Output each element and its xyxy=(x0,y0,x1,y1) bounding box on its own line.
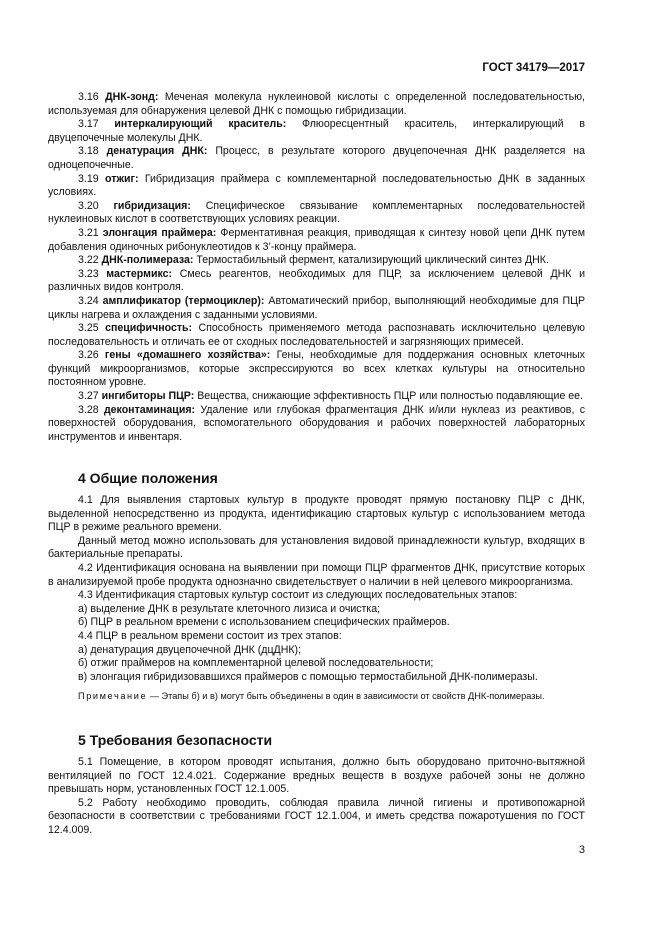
paragraph-4-1-cont: Данный метод можно использовать для установления видовой принадлежности культур, входящих в бактериальные препараты. xyxy=(48,534,585,561)
term-text: Смесь реагентов, необходимых для ПЦР, за исключением целевой ДНК и различных видов контроля. xyxy=(48,267,585,294)
terms-list xyxy=(48,91,585,444)
term-name: гены «домашнего хозяйства»: xyxy=(104,349,271,362)
term-definition xyxy=(48,295,585,322)
term-name: элонгация праймера: xyxy=(102,226,217,239)
term-name: ДНК-зонд: xyxy=(105,91,159,103)
term-number: 3.26 xyxy=(78,349,99,362)
term-number: 3.28 xyxy=(78,403,99,416)
list-item: б) ПЦР в реальном времени с использованием специфических праймеров. xyxy=(78,616,450,629)
term-definition xyxy=(48,173,585,200)
term-definition xyxy=(48,254,585,268)
term-text: Способность применяемого метода распознавать исключительно целевую последовательность и отличать ее от сходных последовательностей и загрязняющих примесей. xyxy=(48,322,585,348)
term-text: Процесс, в результате которого двуцепочечная ДНК разделяется на одноцепочечные. xyxy=(48,145,585,171)
term-text: Меченая молекула нуклеиновой кислоты с определенной последовательностью, используемая для обнаружения целевой ДНК с помощью гибридизации. xyxy=(48,91,585,117)
paragraph-5-1: 5.1 Помещение, в котором проводят испытания, должно быть оборудовано приточно-вытяжной вентиляцией по ГОСТ 12.4.021. Содержание вредных веществ в воздухе рабочей зоны не должно превышать норм, установленных ГОСТ 12.1.005. xyxy=(48,756,585,796)
term-name: ДНК-полимераза: xyxy=(101,254,194,267)
document-page xyxy=(48,0,585,936)
term-number: 3.21 xyxy=(78,226,99,239)
term-text: Специфическое связывание комплементарных последовательностей нуклеиновых кислот в соответствующих условиях реакции. xyxy=(48,199,585,226)
section-5-body xyxy=(48,756,585,838)
term-text: Флюоресцентный краситель, интеркалирующий в двуцепочечные молекулы ДНК. xyxy=(48,118,585,144)
term-definition xyxy=(48,118,585,145)
term-name: деконтаминация: xyxy=(103,403,196,416)
term-name: амплификатор (термоциклер): xyxy=(102,294,265,307)
term-number: 3.16 xyxy=(78,91,99,103)
term-name: денатурация ДНК: xyxy=(106,145,208,158)
term-number: 3.17 xyxy=(78,118,99,131)
page-number: 3 xyxy=(578,844,585,856)
paragraph-4-1: 4.1 Для выявления стартовых культур в продукте проводят прямую постановку ПЦР с ДНК, выделенной непосредственно из продукта, идентификацию стартовых культур с использованием метода ПЦР в режиме реального времени. xyxy=(48,494,585,534)
paragraph-4-3: 4.3 Идентификация стартовых культур состоит из следующих последовательных этапов: xyxy=(78,589,518,602)
term-number: 3.22 xyxy=(78,254,99,267)
term-definition xyxy=(48,268,585,295)
term-definition xyxy=(48,322,585,349)
term-name: ингибиторы ПЦР: xyxy=(101,390,195,403)
term-definition xyxy=(48,349,585,390)
list-item: а) денатурация двуцепочечной ДНК (дцДНК); xyxy=(78,643,302,656)
term-text: Термостабильный фермент, катализирующий циклический синтез ДНК. xyxy=(196,254,549,267)
term-name: гибридизация: xyxy=(113,199,191,212)
term-definition xyxy=(48,390,585,404)
term-number: 3.24 xyxy=(78,294,99,307)
term-number: 3.23 xyxy=(78,267,99,280)
paragraph-4-4: 4.4 ПЦР в реальном времени состоит из трех этапов: xyxy=(78,629,342,642)
term-number: 3.18 xyxy=(78,145,99,158)
paragraph-5-2: 5.2 Работу необходимо проводить, соблюдая правила личной гигиены и противопожарной безопасности в соответствии с требованиями ГОСТ 12.1.004, и иметь средства пожаротушения по ГОСТ 12.4.009. xyxy=(48,796,585,836)
term-name: отжиг: xyxy=(105,172,139,185)
term-text: Ферментативная реакция, приводящая к синтезу новой цепи ДНК путем добавления одиночных рибонуклеотидов к 3’-концу праймера. xyxy=(48,226,585,253)
section-4-title: 4 Общие положения xyxy=(78,470,218,486)
note-label: Примечание xyxy=(78,691,148,702)
term-text: Вещества, снижающие эффективность ПЦР или полностью подавляющие ее. xyxy=(197,390,584,403)
term-number: 3.19 xyxy=(78,172,99,185)
term-text: Гибридизация праймера с комплементарной последовательностью ДНК в заданных условиях. xyxy=(48,172,585,199)
list-item: а) выделение ДНК в результате клеточного лизиса и очистка; xyxy=(78,602,381,615)
term-name: специфичность: xyxy=(105,322,193,335)
term-number: 3.25 xyxy=(78,322,99,335)
term-text: Гены, необходимые для поддержания основных клеточных функций микроорганизмов, которые экспрессируются во всех клетках культуры на относительно постоянном уровне. xyxy=(48,349,585,389)
term-number: 3.20 xyxy=(78,199,99,212)
document-code: ГОСТ 34179—2017 xyxy=(482,62,585,74)
list-item: б) отжиг праймеров на комплементарной целевой последовательности; xyxy=(78,657,434,670)
section-4-body xyxy=(48,494,585,704)
term-definition xyxy=(48,200,585,227)
term-definition xyxy=(48,227,585,254)
term-text: Автоматический прибор, выполняющий необходимые для ПЦР циклы нагрева и охлаждения с заданными условиями. xyxy=(48,294,586,321)
paragraph-4-2: 4.2 Идентификация основана на выявлении при помощи ПЦР фрагментов ДНК, присутствие которых в анализируемой пробе продукта однозначно свидетельствует о наличии в ней целевого микроорганизма. xyxy=(48,561,585,588)
term-definition xyxy=(48,91,585,118)
term-number: 3.27 xyxy=(78,390,99,403)
note xyxy=(48,690,585,704)
section-5-title: 5 Требования безопасности xyxy=(78,732,273,748)
term-name: интеркалирующий краситель: xyxy=(114,118,287,131)
term-name: мастермикс: xyxy=(106,267,173,280)
list-item: в) элонгация гибридизовавшихся праймеров с помощью термостабильной ДНК-полимеразы. xyxy=(78,670,538,683)
term-definition xyxy=(48,404,585,445)
note-text: — Этапы б) и в) могут быть объединены в один в зависимости от свойств ДНК-полимеразы. xyxy=(147,691,545,702)
term-text: Удаление или глубокая фрагментация ДНК и/или нуклеаз из реактивов, с поверхностей оборудования, вспомогательного оборудования и рабочих поверхностей лабораторных инструментов и инвентаря. xyxy=(48,403,585,443)
term-definition xyxy=(48,145,585,172)
